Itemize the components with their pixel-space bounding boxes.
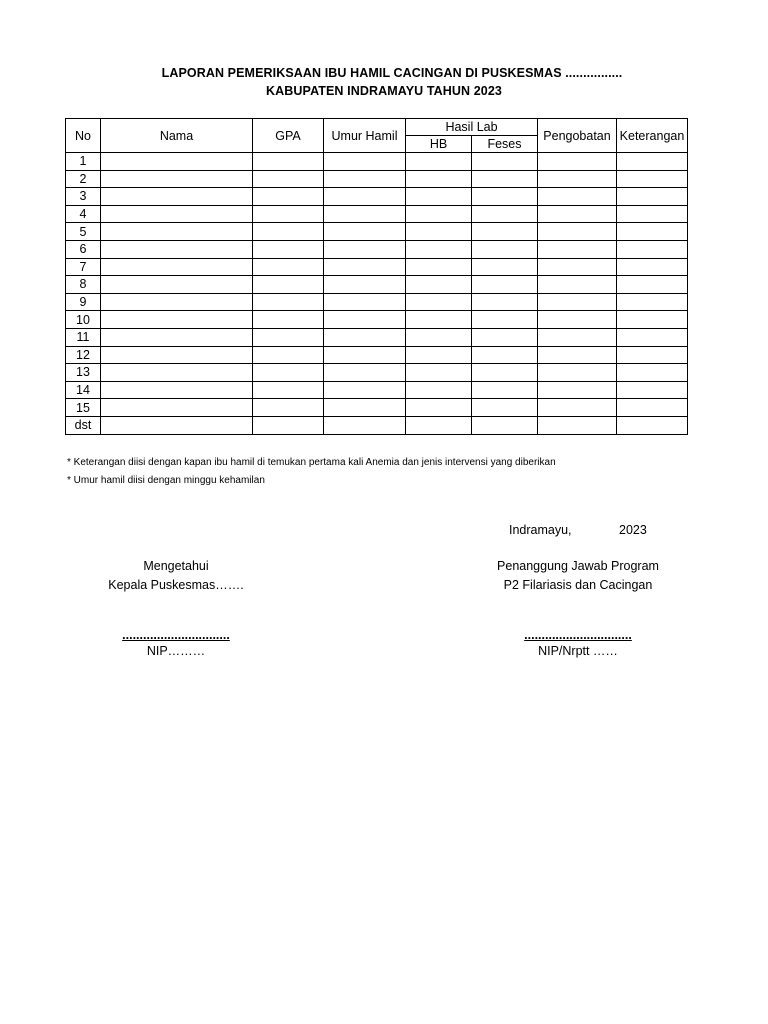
- col-header-pengobatan: Pengobatan: [538, 119, 617, 153]
- col-header-feses: Feses: [472, 136, 538, 153]
- row-number: 9: [66, 293, 101, 311]
- empty-cell: [472, 346, 538, 364]
- row-number: 2: [66, 170, 101, 188]
- note-keterangan: * Keterangan diisi dengan kapan ibu hamil di temukan pertama kali Anemia dan jenis intervensi yang diberikan: [67, 457, 556, 468]
- empty-cell: [253, 364, 324, 382]
- empty-cell: [406, 153, 472, 171]
- col-header-keterangan: Keterangan: [617, 119, 688, 153]
- row-number: 15: [66, 399, 101, 417]
- empty-cell: [617, 364, 688, 382]
- empty-cell: [253, 153, 324, 171]
- row-number: 12: [66, 346, 101, 364]
- empty-cell: [101, 328, 253, 346]
- empty-cell: [472, 416, 538, 434]
- signature-left-line1: Mengetahui: [143, 559, 209, 573]
- empty-cell: [617, 311, 688, 329]
- empty-cell: [406, 293, 472, 311]
- row-number: 3: [66, 188, 101, 206]
- signature-right-line1: Penanggung Jawab Program: [497, 559, 659, 573]
- empty-cell: [472, 188, 538, 206]
- col-header-no: No: [66, 119, 101, 153]
- empty-cell: [101, 240, 253, 258]
- empty-cell: [324, 364, 406, 382]
- row-number: 11: [66, 328, 101, 346]
- signature-place: Indramayu,: [509, 523, 572, 537]
- empty-cell: [101, 364, 253, 382]
- empty-cell: [406, 240, 472, 258]
- empty-cell: [324, 170, 406, 188]
- empty-cell: [538, 188, 617, 206]
- empty-cell: [324, 153, 406, 171]
- table-row: [66, 293, 688, 311]
- empty-cell: [253, 223, 324, 241]
- empty-cell: [538, 364, 617, 382]
- empty-cell: [472, 399, 538, 417]
- empty-cell: [253, 311, 324, 329]
- table-row: [66, 205, 688, 223]
- table-row: [66, 328, 688, 346]
- empty-cell: [324, 399, 406, 417]
- empty-cell: [101, 258, 253, 276]
- empty-cell: [324, 328, 406, 346]
- row-number: 8: [66, 276, 101, 294]
- empty-cell: [101, 205, 253, 223]
- empty-cell: [472, 293, 538, 311]
- row-number: 7: [66, 258, 101, 276]
- empty-cell: [324, 188, 406, 206]
- table-row: [66, 276, 688, 294]
- empty-cell: [101, 276, 253, 294]
- empty-cell: [324, 416, 406, 434]
- empty-cell: [101, 311, 253, 329]
- empty-cell: [406, 311, 472, 329]
- signature-right: [478, 557, 678, 660]
- empty-cell: [101, 416, 253, 434]
- table-row: [66, 311, 688, 329]
- row-number: 10: [66, 311, 101, 329]
- row-number: dst: [66, 416, 101, 434]
- table-row: [66, 188, 688, 206]
- col-header-gpa: GPA: [253, 119, 324, 153]
- empty-cell: [101, 223, 253, 241]
- row-number: 5: [66, 223, 101, 241]
- empty-cell: [538, 153, 617, 171]
- empty-cell: [617, 381, 688, 399]
- empty-cell: [406, 399, 472, 417]
- empty-cell: [253, 276, 324, 294]
- empty-cell: [324, 205, 406, 223]
- empty-cell: [538, 311, 617, 329]
- signature-right-dots: ...............................: [524, 628, 632, 642]
- empty-cell: [538, 399, 617, 417]
- empty-cell: [538, 205, 617, 223]
- empty-cell: [538, 381, 617, 399]
- empty-cell: [617, 170, 688, 188]
- empty-cell: [538, 416, 617, 434]
- empty-cell: [617, 346, 688, 364]
- empty-cell: [253, 346, 324, 364]
- table-row: [66, 223, 688, 241]
- empty-cell: [253, 205, 324, 223]
- empty-cell: [617, 328, 688, 346]
- empty-cell: [253, 328, 324, 346]
- row-number: 6: [66, 240, 101, 258]
- signature-right-nip: NIP/Nrptt ……: [538, 644, 618, 658]
- empty-cell: [472, 170, 538, 188]
- empty-cell: [324, 276, 406, 294]
- empty-cell: [324, 258, 406, 276]
- col-header-umur-hamil: Umur Hamil: [324, 119, 406, 153]
- report-subtitle: KABUPATEN INDRAMAYU TAHUN 2023: [266, 84, 502, 98]
- empty-cell: [617, 293, 688, 311]
- empty-cell: [472, 153, 538, 171]
- signature-left: [76, 557, 276, 660]
- empty-cell: [538, 293, 617, 311]
- empty-cell: [406, 364, 472, 382]
- empty-cell: [101, 399, 253, 417]
- signature-right-line2: P2 Filariasis dan Cacingan: [503, 578, 653, 592]
- empty-cell: [406, 223, 472, 241]
- col-header-hasil-lab: Hasil Lab: [406, 119, 538, 136]
- empty-cell: [617, 399, 688, 417]
- empty-cell: [406, 276, 472, 294]
- table-row: [66, 240, 688, 258]
- signature-year: 2023: [619, 523, 647, 537]
- empty-cell: [253, 381, 324, 399]
- empty-cell: [101, 293, 253, 311]
- empty-cell: [101, 170, 253, 188]
- row-number: 13: [66, 364, 101, 382]
- empty-cell: [406, 258, 472, 276]
- empty-cell: [538, 240, 617, 258]
- empty-cell: [101, 381, 253, 399]
- signature-left-dots: ...............................: [122, 628, 230, 642]
- empty-cell: [617, 188, 688, 206]
- empty-cell: [406, 346, 472, 364]
- report-title: LAPORAN PEMERIKSAAN IBU HAMIL CACINGAN DI PUSKESMAS ................: [161, 66, 623, 80]
- report-table: [65, 118, 688, 435]
- empty-cell: [538, 328, 617, 346]
- empty-cell: [472, 276, 538, 294]
- empty-cell: [472, 311, 538, 329]
- empty-cell: [324, 311, 406, 329]
- empty-cell: [617, 240, 688, 258]
- table-row: [66, 153, 688, 171]
- table-row: [66, 399, 688, 417]
- empty-cell: [253, 188, 324, 206]
- empty-cell: [253, 170, 324, 188]
- note-umur-hamil: * Umur hamil diisi dengan minggu kehamilan: [67, 475, 265, 486]
- empty-cell: [617, 276, 688, 294]
- empty-cell: [324, 293, 406, 311]
- empty-cell: [472, 258, 538, 276]
- empty-cell: [406, 416, 472, 434]
- table-row: [66, 381, 688, 399]
- empty-cell: [538, 258, 617, 276]
- empty-cell: [617, 258, 688, 276]
- empty-cell: [253, 293, 324, 311]
- empty-cell: [538, 276, 617, 294]
- empty-cell: [617, 153, 688, 171]
- empty-cell: [617, 416, 688, 434]
- empty-cell: [406, 381, 472, 399]
- empty-cell: [538, 223, 617, 241]
- table-row: [66, 416, 688, 434]
- row-number: 4: [66, 205, 101, 223]
- empty-cell: [101, 188, 253, 206]
- empty-cell: [406, 188, 472, 206]
- table-body: [66, 153, 688, 435]
- empty-cell: [101, 153, 253, 171]
- empty-cell: [538, 346, 617, 364]
- empty-cell: [253, 399, 324, 417]
- empty-cell: [406, 170, 472, 188]
- empty-cell: [324, 223, 406, 241]
- empty-cell: [472, 364, 538, 382]
- empty-cell: [324, 240, 406, 258]
- empty-cell: [253, 240, 324, 258]
- table-row: [66, 170, 688, 188]
- row-number: 14: [66, 381, 101, 399]
- signature-left-line2: Kepala Puskesmas…….: [108, 578, 244, 592]
- table-row: [66, 364, 688, 382]
- empty-cell: [472, 240, 538, 258]
- empty-cell: [617, 223, 688, 241]
- empty-cell: [617, 205, 688, 223]
- empty-cell: [253, 258, 324, 276]
- table-row: [66, 258, 688, 276]
- empty-cell: [472, 205, 538, 223]
- empty-cell: [406, 205, 472, 223]
- empty-cell: [253, 416, 324, 434]
- empty-cell: [472, 223, 538, 241]
- table-row: [66, 346, 688, 364]
- empty-cell: [324, 346, 406, 364]
- col-header-hb: HB: [406, 136, 472, 153]
- empty-cell: [538, 170, 617, 188]
- empty-cell: [324, 381, 406, 399]
- signature-left-nip: NIP………: [146, 644, 206, 658]
- empty-cell: [472, 328, 538, 346]
- col-header-nama: Nama: [101, 119, 253, 153]
- row-number: 1: [66, 153, 101, 171]
- empty-cell: [406, 328, 472, 346]
- empty-cell: [472, 381, 538, 399]
- empty-cell: [101, 346, 253, 364]
